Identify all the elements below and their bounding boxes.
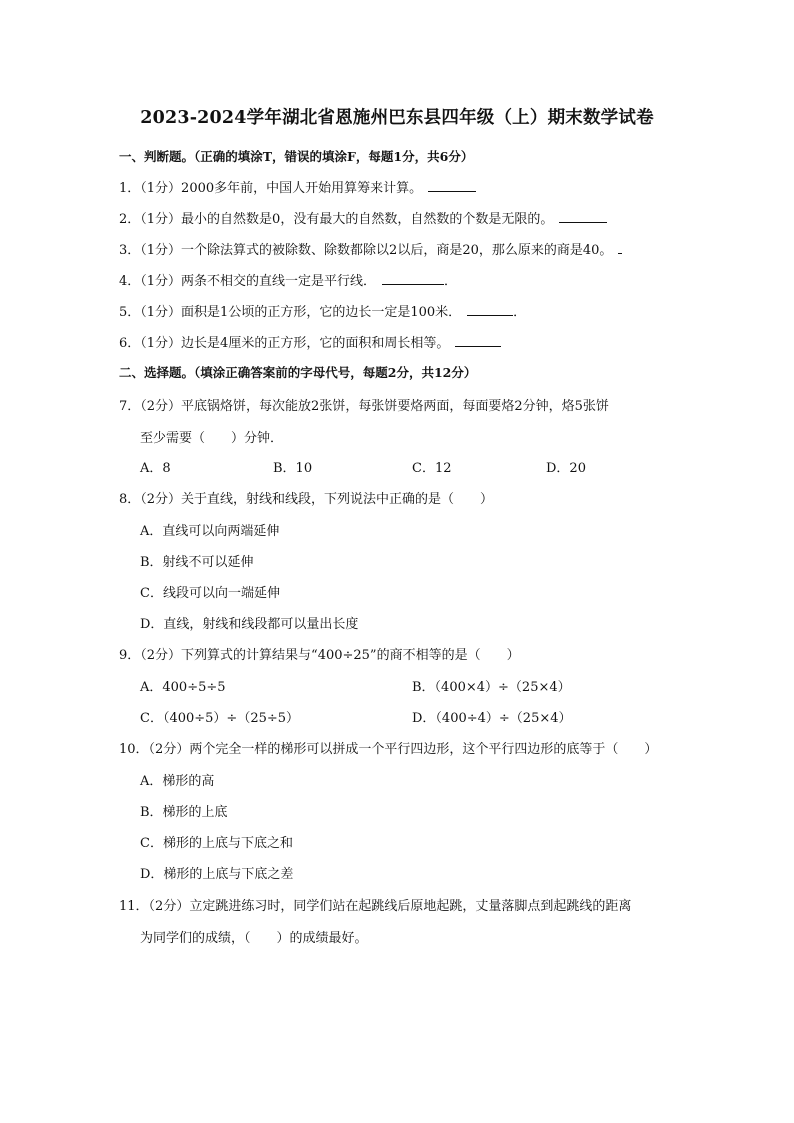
option-d[interactable]: D．20 [546, 461, 586, 476]
option-b[interactable]: B．梯形的上底 [140, 805, 228, 820]
option-c[interactable]: C．线段可以向一端延伸 [140, 586, 280, 601]
option-c[interactable]: C．梯形的上底与下底之和 [140, 836, 293, 851]
answer-blank[interactable] [467, 303, 513, 316]
question-text: 6．（1分）边长是4厘米的正方形，它的面积和周长相等。 [119, 336, 450, 351]
section-heading-judgement: 一、判断题。（正确的填涂T，错误的填涂F，每题1分，共6分） [119, 149, 474, 164]
question-7-continued: 至少需要（ ）分钟． [140, 431, 284, 446]
question-end: ． [444, 274, 458, 289]
question-10: 10．（2分）两个完全一样的梯形可以拼成一个平行四边形，这个平行四边形的底等于（ ） [119, 742, 658, 757]
section-heading-choice: 二、选择题。（填涂正确答案前的字母代号，每题2分，共12分） [119, 365, 477, 380]
question-text: 2．（1分）最小的自然数是0，没有最大的自然数，自然数的个数是无限的。 [119, 212, 554, 227]
question-text: 3．（1分）一个除法算式的被除数、除数都除以2以后，商是20，那么原来的商是40。 [119, 243, 613, 258]
question-end: ． [513, 305, 527, 320]
option-d[interactable]: D．（400÷4）÷（25×4） [412, 711, 572, 726]
option-a[interactable]: A．直线可以向两端延伸 [140, 524, 280, 539]
question-text: 5．（1分）面积是1公顷的正方形，它的边长一定是100米． [119, 305, 462, 320]
question-1 [119, 177, 679, 196]
question-text: 4．（1分）两条不相交的直线一定是平行线． [119, 274, 377, 289]
option-b[interactable]: B．射线不可以延伸 [140, 555, 254, 570]
question-11: 11．（2分）立定跳进练习时，同学们站在起跳线后原地起跳，丈量落脚点到起跳线的距离 [119, 899, 632, 914]
option-d[interactable]: D．梯形的上底与下底之差 [140, 867, 294, 882]
option-b[interactable]: B．10 [273, 461, 313, 476]
option-a[interactable]: A．8 [140, 461, 171, 476]
answer-blank[interactable] [618, 241, 622, 254]
page-title: 2023-2024学年湖北省恩施州巴东县四年级（上）期末数学试卷 [140, 108, 654, 128]
question-3 [119, 239, 679, 258]
question-8: 8．（2分）关于直线，射线和线段，下列说法中正确的是（ ） [119, 492, 494, 507]
question-7: 7．（2分）平底锅烙饼，每次能放2张饼，每张饼要烙两面，每面要烙2分钟，烙5张饼 [119, 399, 609, 414]
answer-blank[interactable] [559, 210, 607, 223]
question-11-continued: 为同学们的成绩，（ ）的成绩最好。 [140, 931, 368, 946]
option-d[interactable]: D．直线，射线和线段都可以量出长度 [140, 617, 359, 632]
option-b[interactable]: B．（400×4）÷（25×4） [412, 680, 571, 695]
answer-blank[interactable] [382, 272, 444, 285]
option-a[interactable]: A．梯形的高 [140, 774, 215, 789]
question-6 [119, 332, 679, 351]
answer-blank[interactable] [455, 334, 501, 347]
question-9: 9．（2分）下列算式的计算结果与“400÷25”的商不相等的是（ ） [119, 648, 520, 663]
option-c[interactable]: C．12 [412, 461, 452, 476]
option-c[interactable]: C．（400÷5）÷（25÷5） [140, 711, 300, 726]
question-text: 1．（1分）2000多年前，中国人开始用算筹来计算。 [119, 181, 423, 196]
option-a[interactable]: A．400÷5÷5 [140, 680, 226, 695]
answer-blank[interactable] [428, 179, 476, 192]
question-5 [119, 301, 679, 320]
question-4 [119, 270, 679, 289]
question-2 [119, 208, 679, 227]
